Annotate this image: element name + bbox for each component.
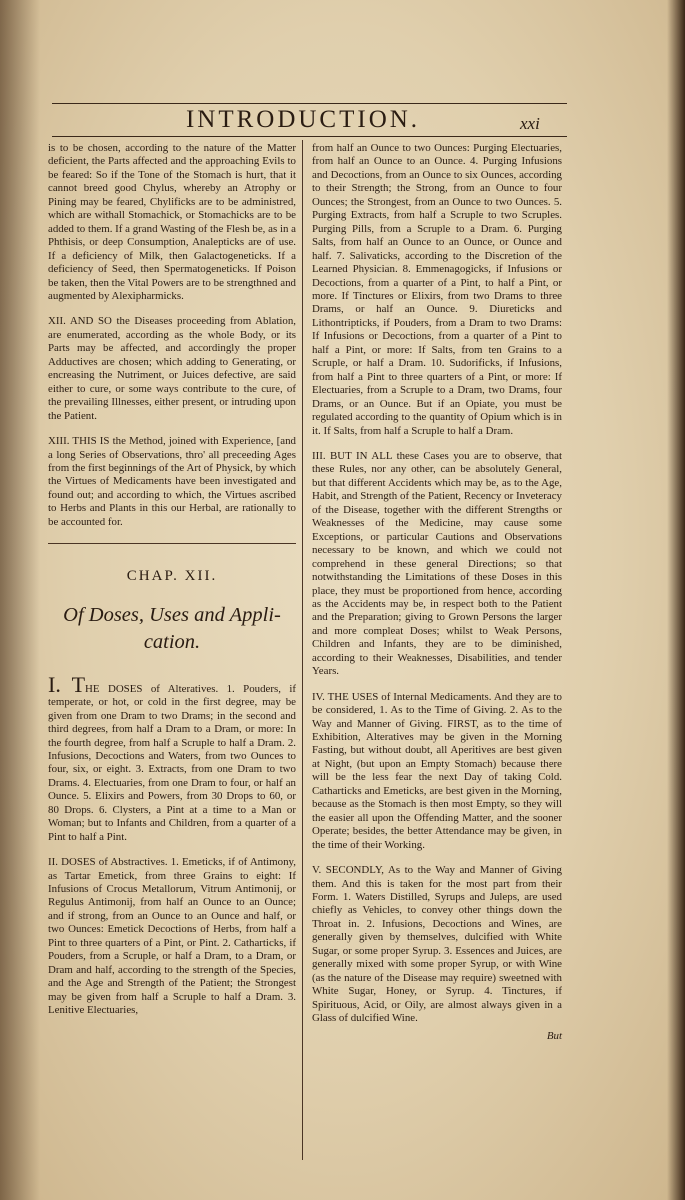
left-continuation-paragraph: is to be chosen, according to the nature of the Matter deficient, the Parts affected and the approaching Evils to be feared: So if the Tone of the Stomach is hurt, that it cannot breed good Chylus, whereby an Atrophy or Pining may be feared, Chylificks are to be administred, which are withall Stomachick, or Stomachicks are to be added to them. If a grand Wasting of the Flesh be, as in a Phthisis, or deep Consumption, Analepticks are of use. If a deficiency of Milk, then Galactogeneticks. If a deficiency of Seed, then Spermatogeneticks. If Poison be taken, then the Vital Powers are to be strengthned and augmented by Alexipharmicks. <box>48 142 296 302</box>
paragraph-i <box>48 671 296 844</box>
running-head-title: INTRODUCTION. <box>185 106 421 133</box>
chapter-title-line-2: cation. <box>143 630 201 653</box>
paragraph-i-text: HE DOSES of Alteratives. 1. Pouders, if temperate, or hot, or cold in the first degree, may be given from one Dram to two Drams; in the second and third degrees, from half a Dram to a Dram, or more: In the fourth degree, from half a Scruple to half a Dram. 2. Infusions, Decoctions and Waters, from two Ounces to four, six, or eight. 3. Extracts, from one Dram to two Drams. 4. Electuaries, from one Dram to four, or half an Ounce. 5. Elixirs and Powers, from 30 Drops to 60, or 80 Drops. 6. Clysters, a Pint at a time to a Man or Woman; but to Infants and Children, from a quarter of a Pint to half a Pint. <box>48 682 296 843</box>
chapter-title <box>48 602 296 656</box>
paragraph-xii: XII. AND SO the Diseases proceeding from Ablation, are enumerated, according as the whole Body, or its Parts may be affected, and accordingly the proper Adductives are chosen; which adding to Generating, or encreasing the Nutriment, or Juices defective, are said either to cure, or some ways contribute to the cure, of the prevailing Illnesses, either present, or intruding upon the Patient. <box>48 315 296 422</box>
paragraph-v: V. SECONDLY, As to the Way and Manner of Giving them. And this is taken for the most part from their Form. 1. Waters Distilled, Syrups and Juleps, are used chiefly as Vehicles, to convey other things down the Throat in. 2. Infusions, Decoctions and Wines, are generally given by themselves, dulcified with White Sugar, or some proper Syrup. 3. Essences and Juices, are generally mixed with some proper Syrup, or with Wine (as the nature of the Disease may require) sweetned with White Sugar, Honey, or Syrup. 4. Tinctures, if Spirituous, Acid, or Oily, are almost always given in a Glass of dulcified Wine. <box>312 864 562 1025</box>
right-column <box>312 142 562 1043</box>
paragraph-xiii: XIII. THIS IS the Method, joined with Experience, [and a long Series of Observations, thro' all preceeding Ages from the first beginnings of the Art of Physick, by which the Virtues of Medicaments have been investigated and found out; and according to which, the Virtues ascribed to Herbs and Plants in this our Herbal, are rationally to be accounted for. <box>48 435 296 528</box>
header-rule-top <box>52 103 567 104</box>
header-rule-bottom <box>52 136 567 137</box>
gutter-shadow <box>0 0 40 1200</box>
page-number: xxi <box>520 114 540 133</box>
chapter-rule <box>48 543 296 544</box>
paragraph-iii: III. BUT IN ALL these Cases you are to observe, that these Rules, nor any other, can be absolutely General, but that different Accidents which may be, as to the Age, Habit, and Strength of the Patient, Recency or Inveteracy of the Disease, together with the different Strengths or Weaknesses of the Medicine, may cause some Exceptions, or particular Cautions and Observations necessary to be known, and which we could not comprehend in these general Directions; so that notwithstanding the Limitations of these Doses in this place, they must be proportioned from hence, according as the Accidents may be, in respect both to the Patient and the Preparation; giving to Grown Persons the larger and more compleat Doses; whilst to Weak Persons, Children and Infants, they are to be diminished, according to their Weaknesses, Disabilities, and tender Years. <box>312 449 562 678</box>
catchword: But <box>546 1029 562 1042</box>
column-divider <box>302 140 303 1160</box>
paragraph-ii: II. DOSES of Abstractives. 1. Emeticks, if of Antimony, as Tartar Emetick, from three Grains to eight: If Infusions of Crocus Metallorum, Vitrum Antimonij, or Regulus Antimonij, from half an Ounce to an Ounce; and if strong, from an Ounce to an Ounce and half, or two Ounces: Emetick Decoctions of Herbs, from half a Pint to three quarters of a Pint, or Pint. 2. Catharticks, if Pouders, from a Scruple, or half a Dram, to a Dram, or Dram and half, according to the strength of the Species, and the Age and Strength of the Patient; the Strongest may be given from half a Scruple to half a Dram. 3. Lenitive Electuaries, <box>48 856 296 1017</box>
page-edge-shadow <box>667 0 685 1200</box>
right-continuation-paragraph: from half an Ounce to two Ounces: Purging Electuaries, from half an Ounce to an Ounce. 4. Purging Infusions and Decoctions, from an Ounce to six Ounces, according to their Strength; the Strong, from an Ounce to four Ounces; the Strongest, from an Ounce to two Ounces. 5. Purging Extracts, from half a Scruple to two Scruples. Purging Pills, from a Scruple to a Dram. 6. Purging Salts, from half an Ounce to an Ounce, or Ounce and half. 7. Salivaticks, according to the Discretion of the Learned Physician. 8. Emmenagogicks, if Infusions or Decoctions, from a quarter of a Pint, to half a Pint, or more. If Tinctures or Elixirs, from two Drams to three Drams, or half an Ounce. 9. Diureticks and Lithontripticks, if Pouders, from a Dram to two Drams: If Infusions or Decoctions, from a quarter of a Pint to half a Pint, or more: If Salts, from ten Grains to a Scruple, or half a Dram. 10. Sudorificks, if Infusions, from half a Pint to three quarters of a Pint, or more: If Electuaries, from a Scruple to a Dram, two Drams, four Drams, or an Ounce. But if an Opiate, you must be regulated according to the quantity of Opium which is in it. If Salts, from half a Scruple to half a Dram. <box>312 142 562 437</box>
drop-cap: I. T <box>48 671 86 697</box>
chapter-title-line-1: Of Doses, Uses and Appli- <box>63 603 281 626</box>
paragraph-iv: IV. THE USES of Internal Medicaments. And they are to be considered, 1. As to the Time of Giving. 2. As to the Way and Manner of Giving. FIRST, as to the time of Exhibition, Alteratives may be given in the Morning Fasting, but without doubt, all Aperitives are best given at Night, (but upon an Empty Stomach) because there will be the less fear the next Day of taking Cold. Catharticks and Emeticks, are best given in the Morning, because as the Stomach is then most Empty, so they will the easier all upon the Offending Matter, and the sooner Operate; besides, the better Attendance may be given, in the time of their Working. <box>312 690 562 851</box>
left-column <box>48 142 296 1030</box>
chapter-number: CHAP. XII. <box>126 568 218 585</box>
